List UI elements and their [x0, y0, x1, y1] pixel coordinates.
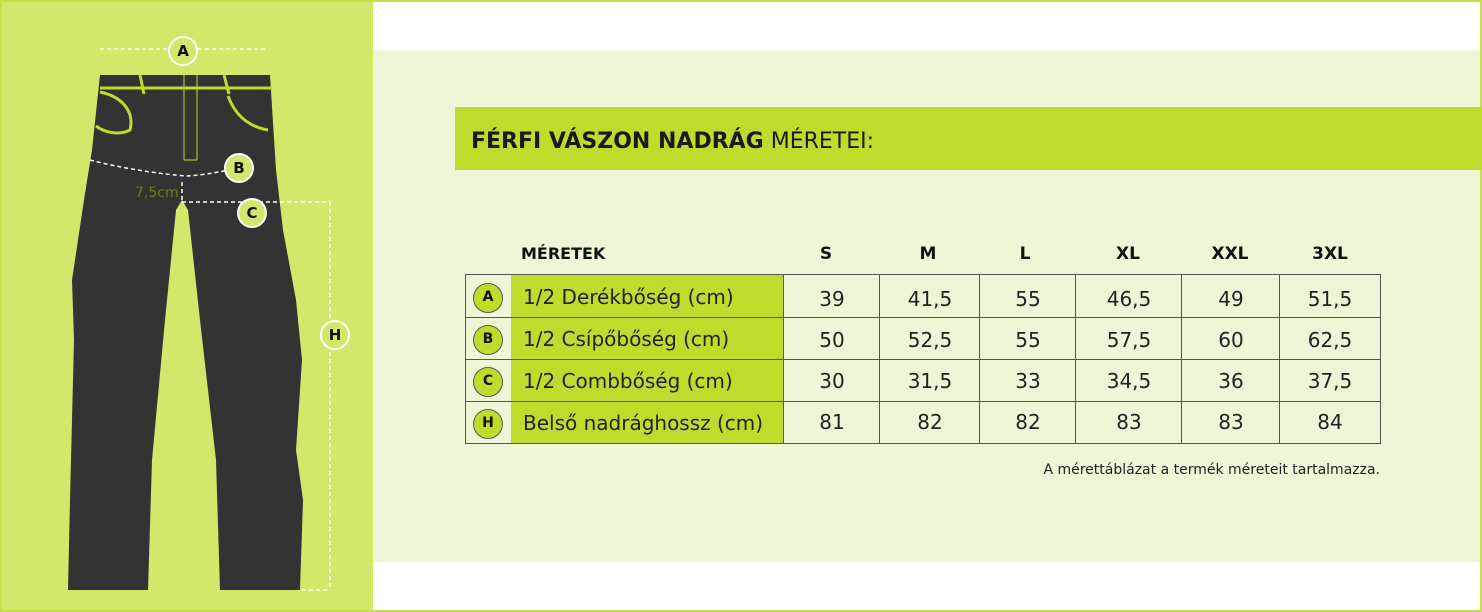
row-letter-a-icon: A [473, 283, 503, 313]
row-letter-c-icon: C [473, 367, 503, 397]
size-header-m: M [919, 244, 937, 264]
row-label: Belső nadrághossz (cm) [523, 411, 764, 435]
table-cell: 60 [1218, 328, 1244, 352]
table-cell: 82 [1015, 410, 1041, 434]
size-header-s: S [819, 244, 833, 264]
table-cell: 41,5 [907, 287, 953, 311]
table-cell: 49 [1218, 287, 1244, 311]
size-header-3xl: 3XL [1312, 244, 1348, 264]
table-cell: 62,5 [1307, 328, 1353, 352]
table-cell: 36 [1218, 369, 1244, 393]
sizes-header-label: MÉRETEK [521, 244, 606, 263]
table-cell: 31,5 [907, 369, 953, 393]
table-cell: 82 [917, 410, 943, 434]
table-cell: 83 [1218, 410, 1244, 434]
table-cell: 34,5 [1106, 369, 1152, 393]
size-header-xxl: XXL [1211, 244, 1249, 264]
table-cell: 46,5 [1106, 287, 1152, 311]
marker-c-icon: C [237, 198, 267, 228]
title-bold: FÉRFI VÁSZON NADRÁG [471, 129, 764, 154]
table-cell: 30 [819, 369, 845, 393]
table-cell: 57,5 [1106, 328, 1152, 352]
table-cell: 51,5 [1307, 287, 1353, 311]
size-header-l: L [1019, 244, 1031, 264]
table-cell: 81 [819, 410, 845, 434]
table-cell: 83 [1116, 410, 1142, 434]
row-label: 1/2 Csípőbőség (cm) [523, 327, 730, 351]
footnote: A mérettáblázat a termék méreteit tartalmazza. [1043, 462, 1380, 478]
table-cell: 39 [819, 287, 845, 311]
title-normal: MÉRETEI: [770, 129, 875, 154]
measurement-label: 7,5cm [135, 185, 179, 201]
table-cell: 52,5 [907, 328, 953, 352]
row-label: 1/2 Combbőség (cm) [523, 369, 733, 393]
table-cell: 55 [1015, 287, 1041, 311]
table-cell: 50 [819, 328, 845, 352]
row-letter-b-icon: B [473, 325, 503, 355]
size-header-xl: XL [1116, 244, 1140, 264]
table-cell: 55 [1015, 328, 1041, 352]
row-letter-h-icon: H [473, 409, 503, 439]
row-label: 1/2 Derékbőség (cm) [523, 285, 734, 309]
marker-a-icon: A [168, 36, 198, 66]
table-cell: 33 [1015, 369, 1041, 393]
marker-h-icon: H [320, 320, 350, 350]
table-cell: 37,5 [1307, 369, 1353, 393]
table-cell: 84 [1317, 410, 1343, 434]
marker-b-icon: B [224, 153, 254, 183]
